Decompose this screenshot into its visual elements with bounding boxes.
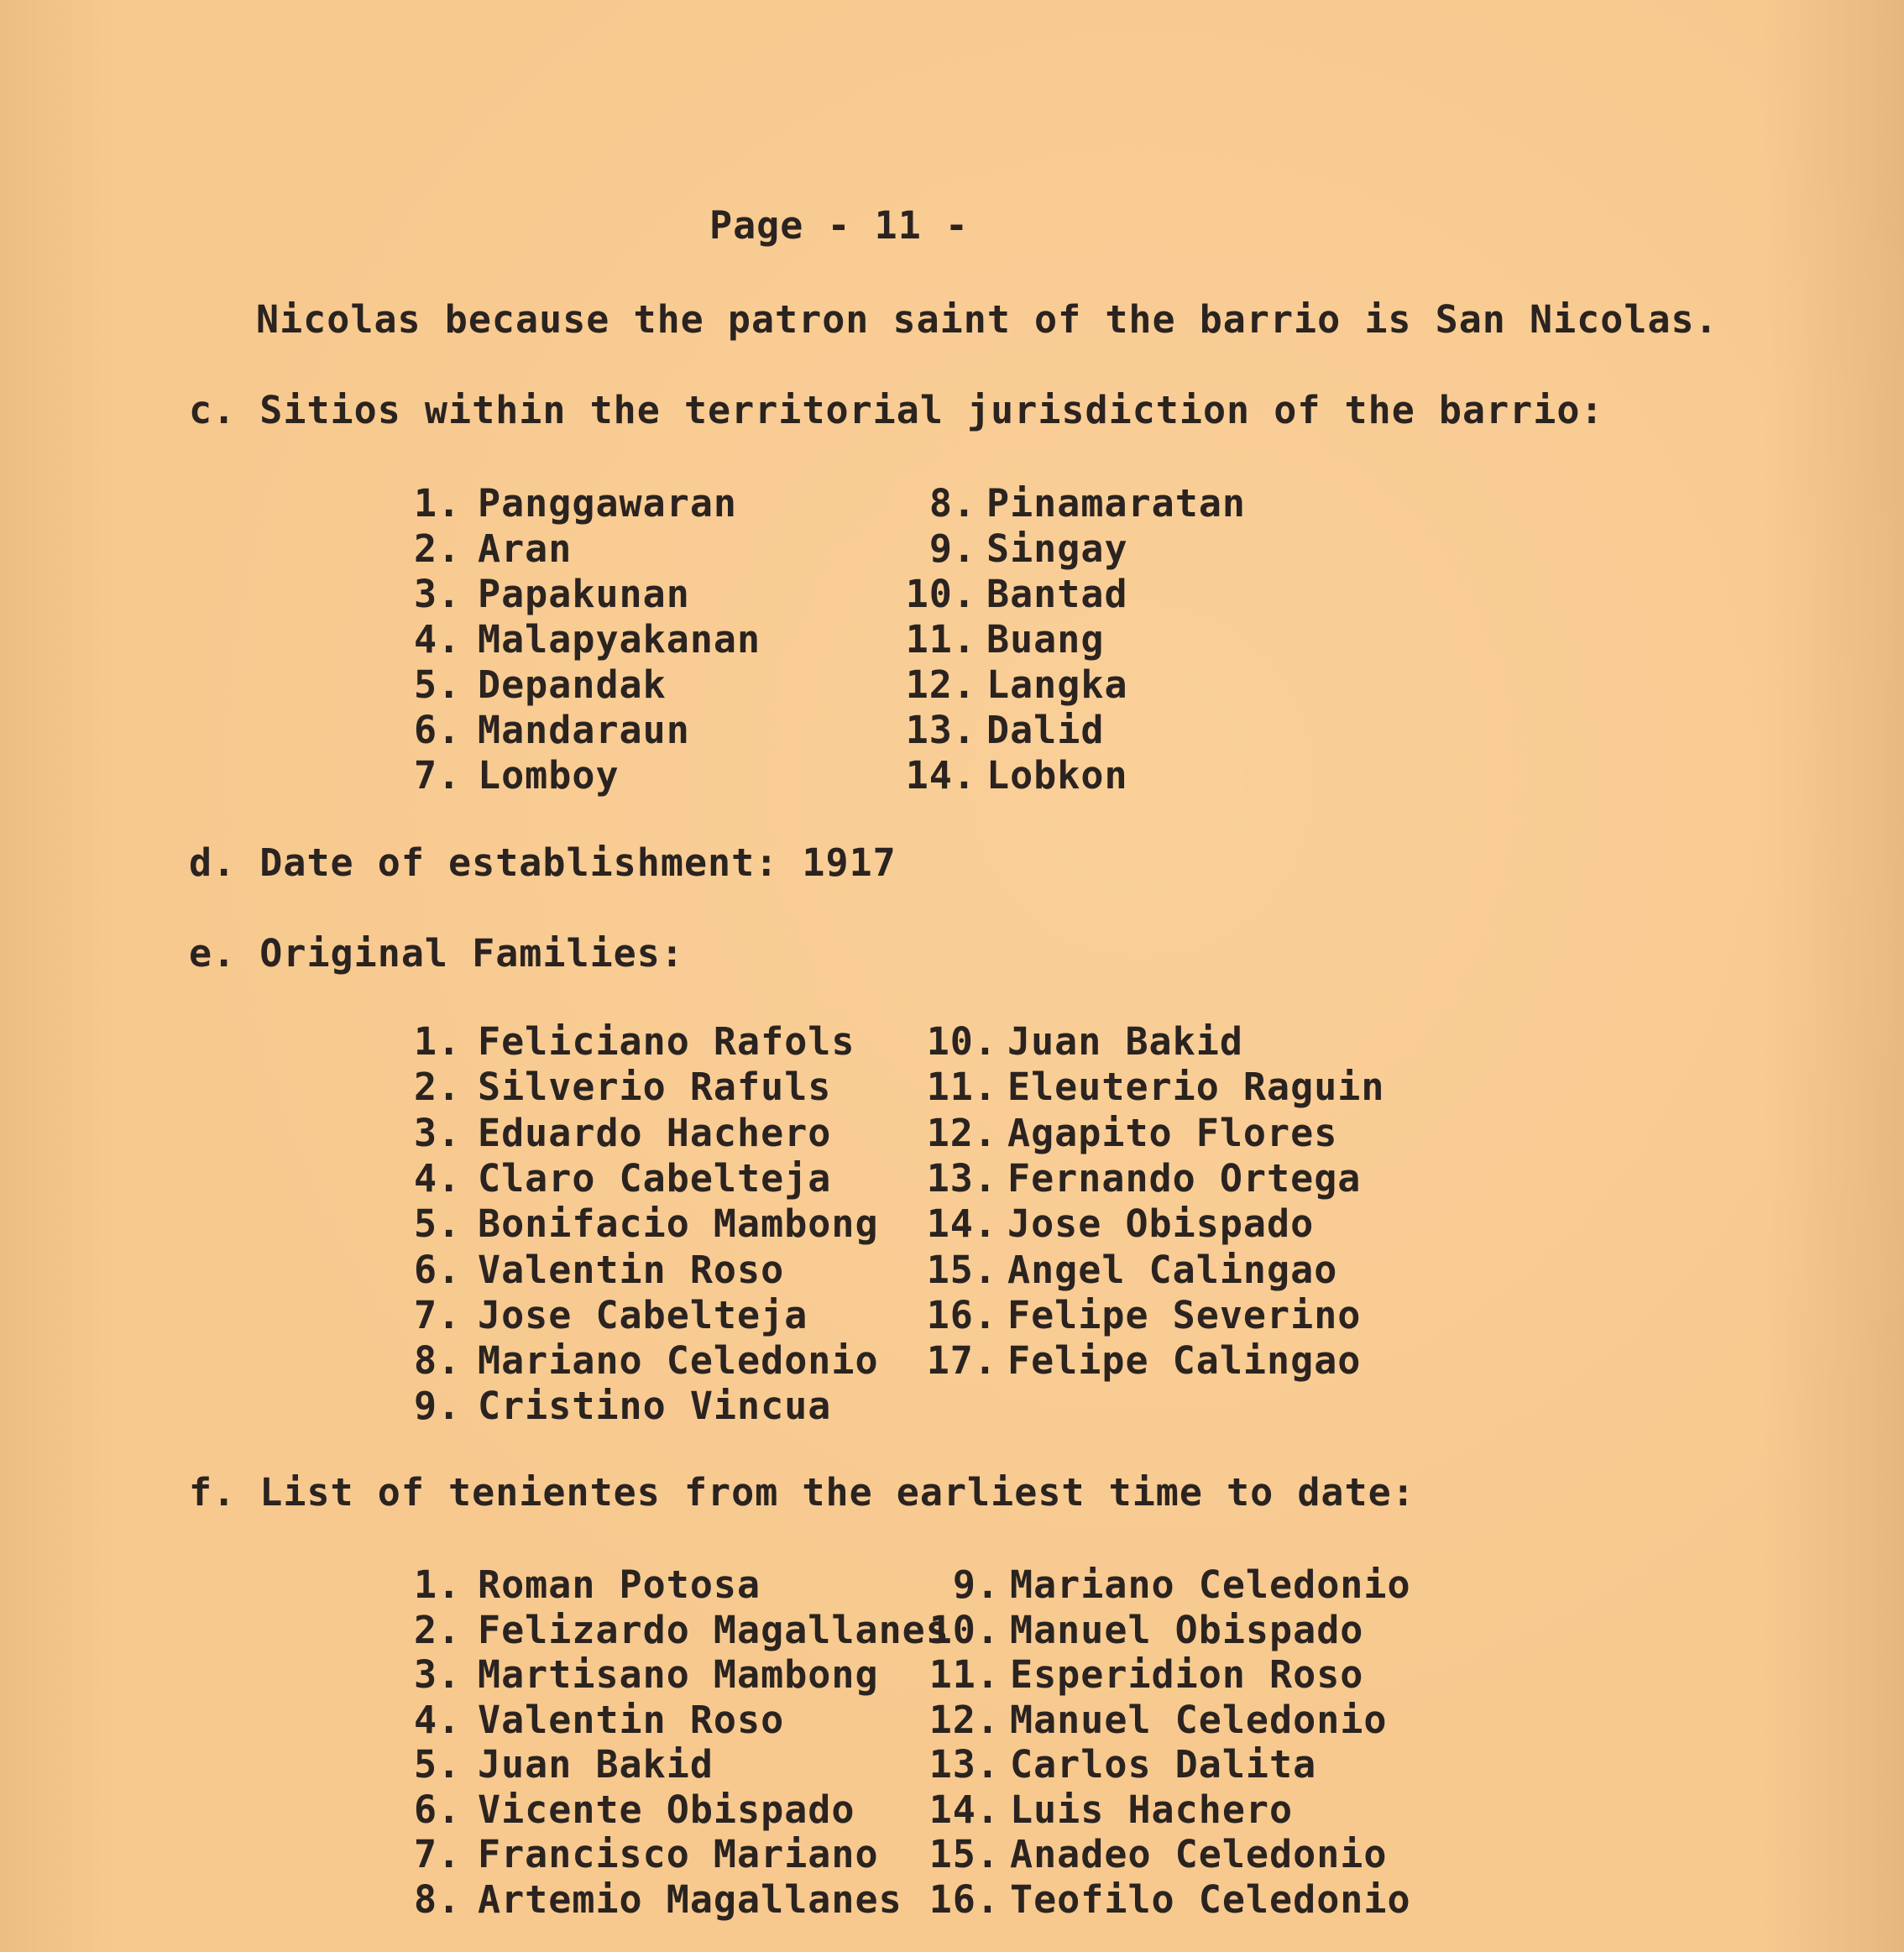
list-item-name: Valentin Roso bbox=[478, 1247, 785, 1292]
list-item bbox=[414, 1292, 808, 1337]
list-item bbox=[414, 1338, 879, 1384]
list-item-number: 1. bbox=[414, 1562, 462, 1607]
list-item bbox=[414, 526, 573, 571]
list-item bbox=[414, 1876, 902, 1922]
list-item bbox=[414, 753, 620, 798]
continuation-text: Nicolas because the patron saint of the barrio is San Nicolas. bbox=[256, 297, 1718, 342]
list-item bbox=[894, 526, 1128, 571]
list-item bbox=[414, 481, 738, 526]
list-item-name: Agapito Flores bbox=[1007, 1110, 1338, 1155]
list-item bbox=[414, 1110, 832, 1155]
list-item-name: Manuel Obispado bbox=[1010, 1607, 1364, 1652]
list-item bbox=[894, 481, 1247, 526]
list-item-name: Singay bbox=[986, 526, 1128, 571]
list-item-number: 11. bbox=[928, 1652, 1000, 1697]
list-item-name: Roman Potosa bbox=[478, 1562, 761, 1607]
list-item-number: 10. bbox=[928, 1607, 1000, 1652]
list-item-name: Eleuterio Raguin bbox=[1007, 1065, 1385, 1110]
list-item-name: Artemio Magallanes bbox=[478, 1876, 902, 1922]
list-item-name: Martisano Mambong bbox=[478, 1652, 879, 1697]
list-item bbox=[915, 1201, 1315, 1247]
list-item-number: 4. bbox=[414, 1697, 462, 1742]
section-f-heading: f. List of tenientes from the earliest time to date: bbox=[189, 1470, 1415, 1515]
list-item-number: 9. bbox=[928, 526, 976, 571]
list-item bbox=[414, 1652, 879, 1697]
list-item-name: Esperidion Roso bbox=[1010, 1652, 1364, 1697]
list-item bbox=[918, 1876, 1411, 1922]
list-item-number: 6. bbox=[414, 1787, 462, 1832]
list-item bbox=[918, 1652, 1364, 1697]
list-item-number: 14. bbox=[905, 753, 976, 798]
list-item bbox=[414, 617, 761, 662]
list-item-name: Panggawaran bbox=[478, 481, 738, 526]
list-item-name: Jose Cabelteja bbox=[478, 1292, 808, 1337]
list-item-number: 13. bbox=[926, 1155, 997, 1201]
list-item-name: Malapyakanan bbox=[478, 617, 761, 662]
list-item-name: Fernando Ortega bbox=[1007, 1155, 1362, 1201]
list-item-number: 14. bbox=[928, 1787, 1000, 1832]
list-item-number: 2. bbox=[414, 526, 462, 571]
list-item bbox=[414, 1607, 949, 1652]
list-item-number: 17. bbox=[926, 1338, 997, 1384]
list-item-number: 6. bbox=[414, 708, 462, 752]
list-item bbox=[915, 1155, 1362, 1201]
list-item-name: Felipe Calingao bbox=[1007, 1338, 1362, 1384]
list-item bbox=[918, 1697, 1388, 1742]
list-item bbox=[918, 1787, 1294, 1832]
list-item-number: 10. bbox=[926, 1019, 997, 1064]
list-item bbox=[414, 1201, 879, 1247]
list-item bbox=[414, 1742, 714, 1787]
section-e-heading: e. Original Families: bbox=[189, 931, 684, 976]
list-item bbox=[915, 1110, 1338, 1155]
list-item bbox=[918, 1742, 1317, 1787]
list-item-name: Papakunan bbox=[478, 572, 690, 616]
list-item-name: Bantad bbox=[986, 572, 1128, 616]
list-item bbox=[894, 662, 1128, 707]
list-item-name: Lomboy bbox=[478, 753, 620, 798]
list-item-number: 6. bbox=[414, 1247, 462, 1292]
list-item-number: 7. bbox=[414, 753, 462, 798]
list-item-number: 12. bbox=[928, 1697, 1000, 1742]
list-item-name: Angel Calingao bbox=[1007, 1247, 1338, 1292]
list-item-name: Eduardo Hachero bbox=[478, 1110, 832, 1155]
list-item-number: 1. bbox=[414, 481, 462, 526]
list-item-name: Felipe Severino bbox=[1007, 1292, 1362, 1337]
list-item-number: 5. bbox=[414, 662, 462, 707]
list-item-name: Juan Bakid bbox=[478, 1742, 714, 1787]
list-item-name: Depandak bbox=[478, 662, 667, 707]
list-item-name: Luis Hachero bbox=[1010, 1787, 1294, 1832]
list-item-name: Langka bbox=[986, 662, 1128, 707]
list-item-name: Lobkon bbox=[986, 753, 1128, 798]
list-item-number: 9. bbox=[952, 1562, 1000, 1607]
list-item-name: Anadeo Celedonio bbox=[1010, 1832, 1388, 1876]
list-item-name: Manuel Celedonio bbox=[1010, 1697, 1388, 1742]
list-item-name: Carlos Dalita bbox=[1010, 1742, 1317, 1787]
list-item bbox=[414, 1787, 855, 1832]
list-item-number: 5. bbox=[414, 1742, 462, 1787]
list-item-name: Teofilo Celedonio bbox=[1010, 1876, 1411, 1922]
list-item-number: 2. bbox=[414, 1065, 462, 1110]
list-item-number: 12. bbox=[905, 662, 976, 707]
list-item-number: 15. bbox=[928, 1832, 1000, 1876]
list-item-number: 10. bbox=[905, 572, 976, 616]
list-item-number: 16. bbox=[928, 1876, 1000, 1922]
section-c-heading: c. Sitios within the territorial jurisdiction of the barrio: bbox=[189, 388, 1604, 432]
list-item-number: 4. bbox=[414, 1155, 462, 1201]
list-item bbox=[414, 572, 690, 616]
list-item bbox=[915, 1292, 1362, 1337]
list-item-name: Francisco Mariano bbox=[478, 1832, 879, 1876]
list-item-number: 9. bbox=[414, 1384, 462, 1429]
list-item-number: 1. bbox=[414, 1019, 462, 1064]
list-item-number: 8. bbox=[414, 1338, 462, 1384]
page-header: Page - 11 - bbox=[709, 203, 970, 248]
list-item-number: 3. bbox=[414, 1652, 462, 1697]
list-item-name: Claro Cabelteja bbox=[478, 1155, 832, 1201]
list-item bbox=[414, 1384, 832, 1429]
section-d-heading: d. Date of establishment: 1917 bbox=[189, 840, 897, 885]
list-item bbox=[918, 1607, 1364, 1652]
list-item-number: 15. bbox=[926, 1247, 997, 1292]
list-item-name: Silverio Rafuls bbox=[478, 1065, 832, 1110]
list-item-name: Dalid bbox=[986, 708, 1105, 752]
list-item bbox=[414, 1562, 761, 1607]
list-item-name: Felizardo Magallanes bbox=[478, 1607, 949, 1652]
list-item bbox=[414, 662, 667, 707]
list-item bbox=[915, 1338, 1362, 1384]
list-item-name: Mariano Celedonio bbox=[1010, 1562, 1411, 1607]
list-item bbox=[915, 1019, 1243, 1064]
list-item bbox=[894, 708, 1105, 752]
list-item-number: 7. bbox=[414, 1292, 462, 1337]
list-item bbox=[894, 753, 1128, 798]
list-item bbox=[918, 1832, 1388, 1876]
list-item-number: 4. bbox=[414, 617, 462, 662]
list-item bbox=[414, 1247, 785, 1292]
list-item-name: Pinamaratan bbox=[986, 481, 1247, 526]
list-item-number: 13. bbox=[928, 1742, 1000, 1787]
list-item-name: Cristino Vincua bbox=[478, 1384, 832, 1429]
list-item-name: Bonifacio Mambong bbox=[478, 1201, 879, 1247]
list-item-number: 2. bbox=[414, 1607, 462, 1652]
list-item-number: 11. bbox=[926, 1065, 997, 1110]
list-item-name: Aran bbox=[478, 526, 573, 571]
list-item bbox=[414, 1065, 832, 1110]
list-item-name: Buang bbox=[986, 617, 1105, 662]
list-item bbox=[414, 1697, 785, 1742]
list-item-number: 7. bbox=[414, 1832, 462, 1876]
list-item bbox=[915, 1247, 1338, 1292]
list-item-name: Jose Obispado bbox=[1007, 1201, 1315, 1247]
list-item-name: Valentin Roso bbox=[478, 1697, 785, 1742]
list-item-number: 14. bbox=[926, 1201, 997, 1247]
list-item-number: 8. bbox=[414, 1876, 462, 1922]
list-item bbox=[414, 1832, 879, 1876]
list-item-number: 12. bbox=[926, 1110, 997, 1155]
list-item-number: 16. bbox=[926, 1292, 997, 1337]
list-item bbox=[894, 617, 1105, 662]
list-item bbox=[414, 1019, 855, 1064]
list-item-number: 3. bbox=[414, 572, 462, 616]
list-item-name: Juan Bakid bbox=[1007, 1019, 1243, 1064]
list-item-number: 5. bbox=[414, 1201, 462, 1247]
list-item-number: 13. bbox=[905, 708, 976, 752]
list-item bbox=[414, 708, 690, 752]
list-item-name: Mariano Celedonio bbox=[478, 1338, 879, 1384]
list-item bbox=[414, 1155, 832, 1201]
list-item-number: 8. bbox=[928, 481, 976, 526]
list-item-name: Mandaraun bbox=[478, 708, 690, 752]
list-item-name: Vicente Obispado bbox=[478, 1787, 855, 1832]
list-item bbox=[918, 1562, 1411, 1607]
list-item-number: 11. bbox=[905, 617, 976, 662]
list-item-number: 3. bbox=[414, 1110, 462, 1155]
list-item-name: Feliciano Rafols bbox=[478, 1019, 855, 1064]
list-item bbox=[894, 572, 1128, 616]
list-item bbox=[915, 1065, 1385, 1110]
